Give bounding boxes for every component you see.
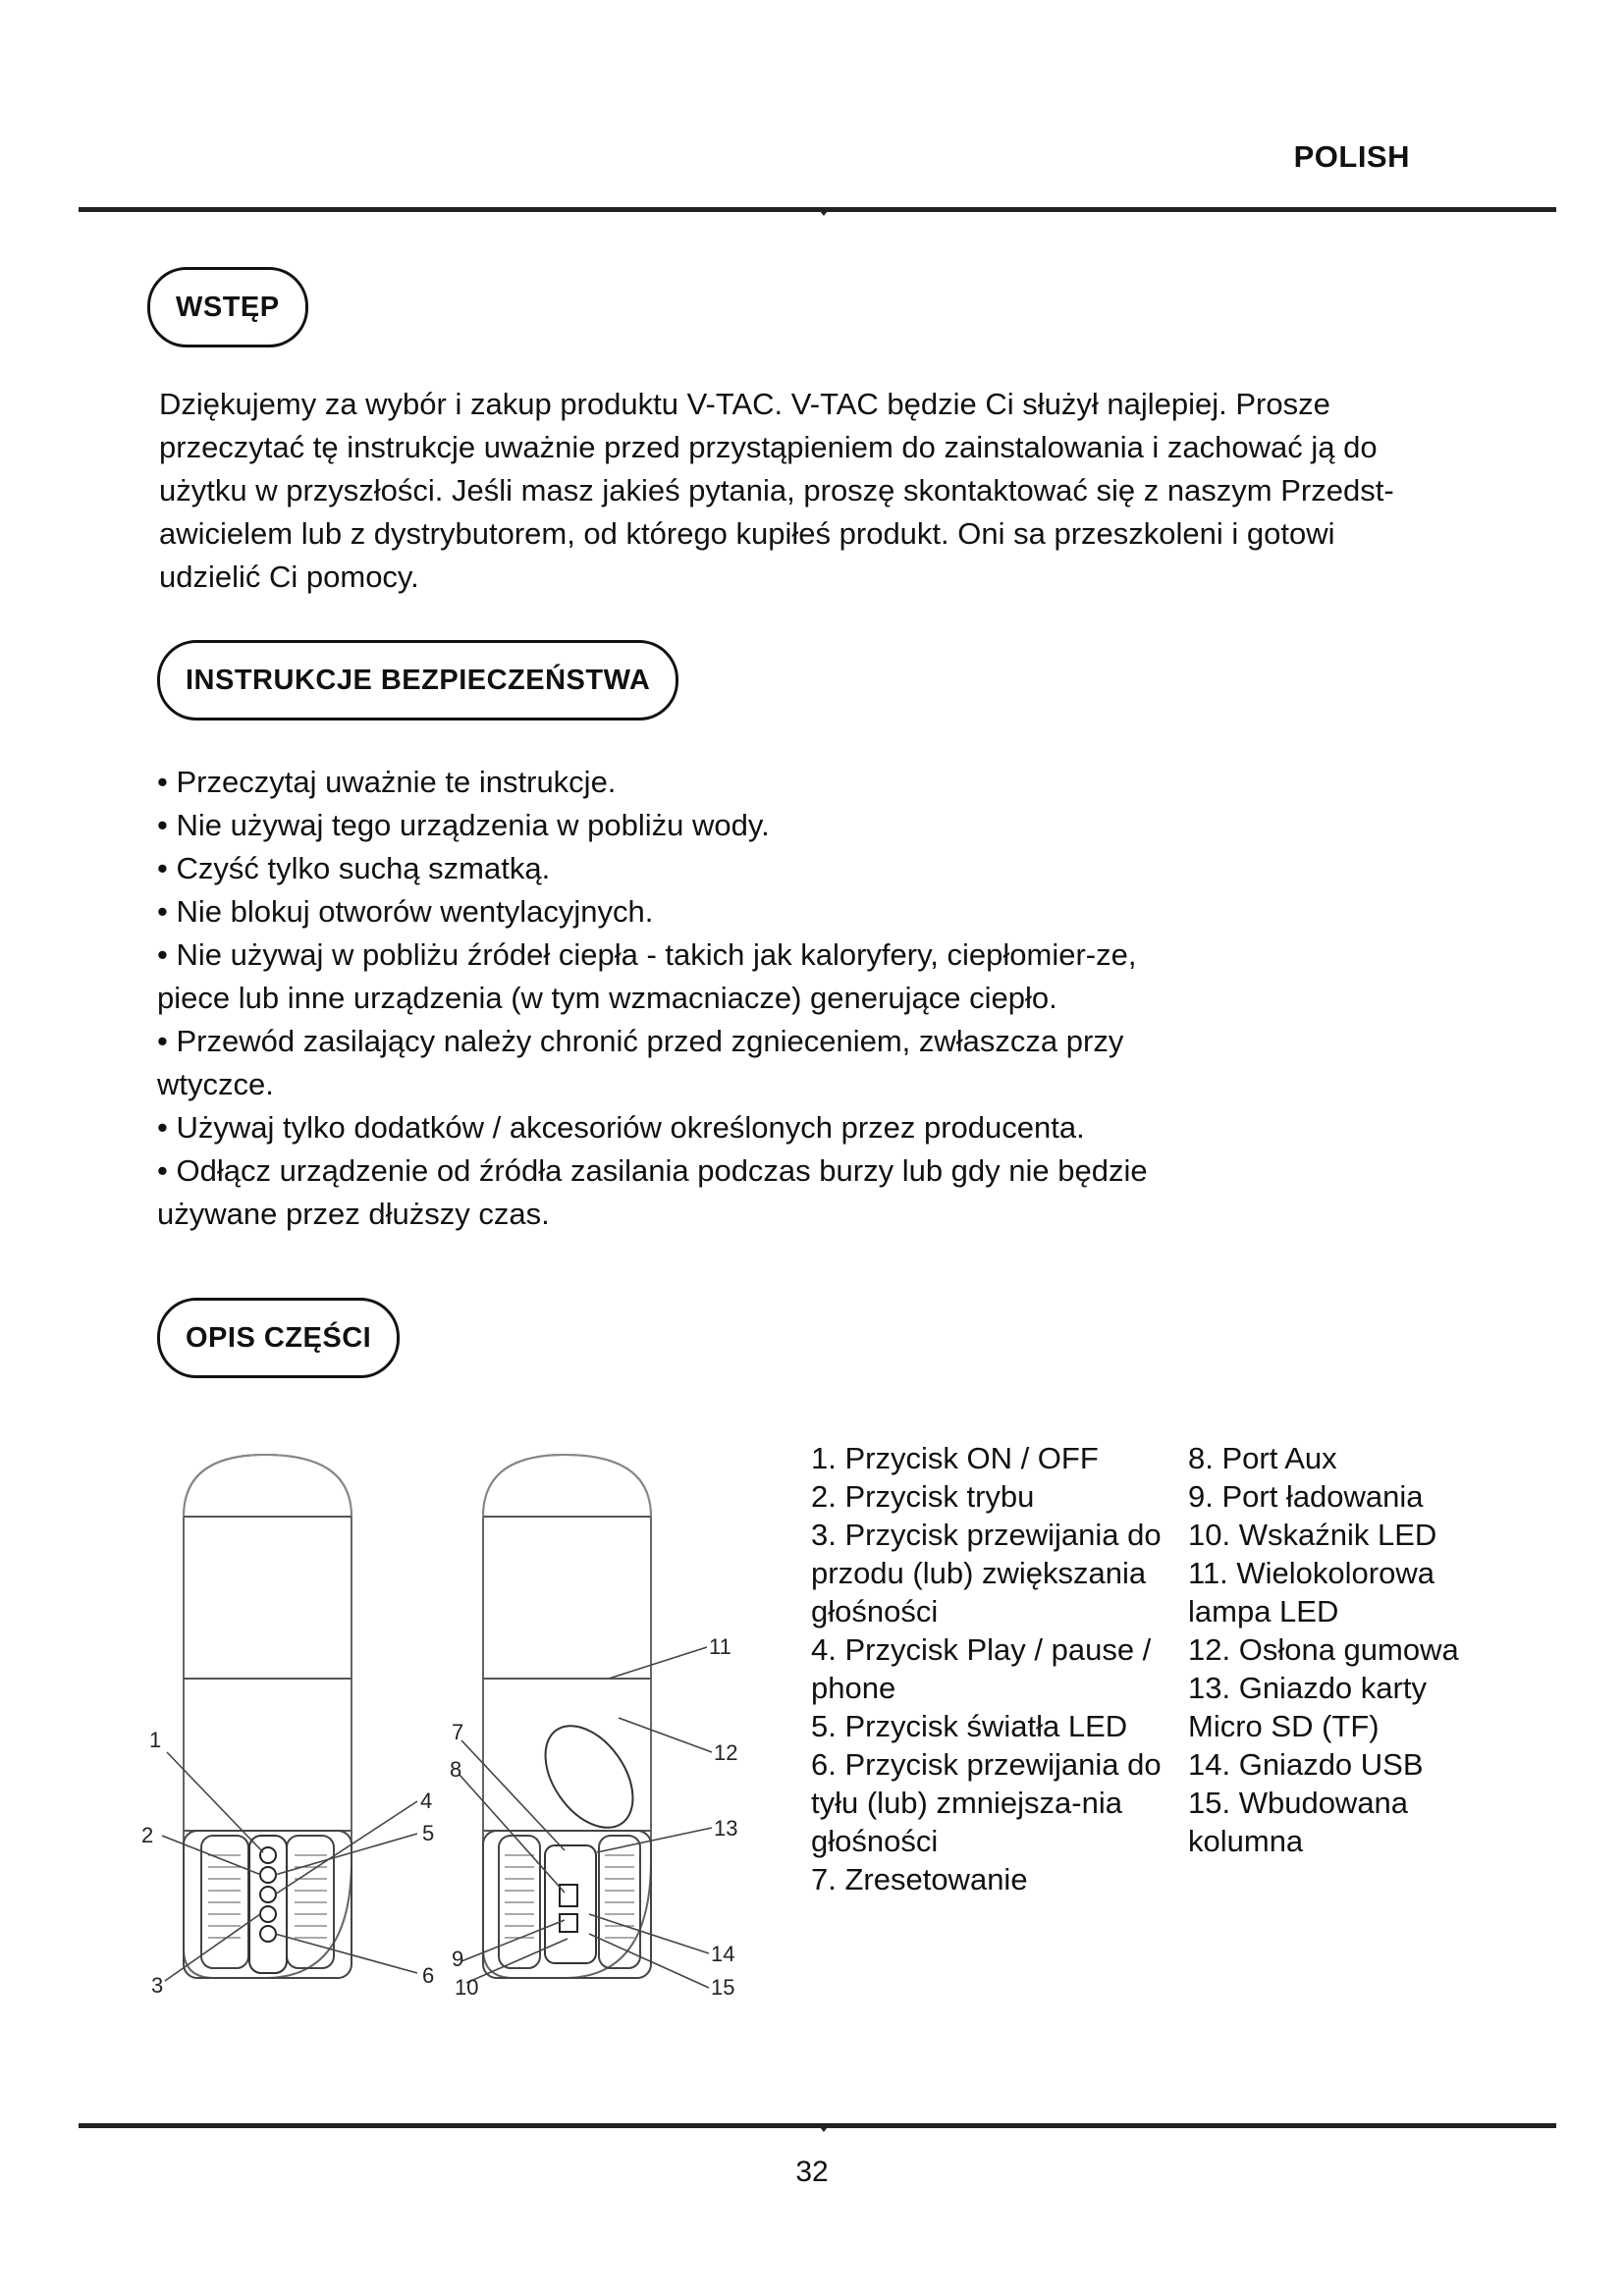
parts-item: 10. Wskaźnik LED [1188,1518,1437,1552]
speaker-back-view [483,1455,651,1978]
intro-line: użytku w przyszłości. Jeśli masz jakieś pytania, proszę skontaktować się z naszym Przedst- [159,473,1394,507]
safety-item: • Odłącz urządzenie od źródła zasilania podczas burzy lub gdy nie będzie używane przez dłuższy czas. [157,1149,1198,1236]
parts-item: 5. Przycisk światła LED [811,1709,1128,1743]
parts-item: 14. Gniazdo USB [1188,1747,1424,1782]
callout-10: 10 [455,1975,479,2000]
callout-1: 1 [149,1728,162,1752]
parts-item: 2. Przycisk trybu [811,1479,1035,1514]
parts-list-right [1188,1439,1502,1860]
safety-item: • Przewód zasilający należy chronić przed zgnieceniem, zwłaszcza przy wtyczce. [157,1020,1198,1106]
intro-line: udzielić Ci pomocy. [159,560,419,594]
intro-line: Dziękujemy za wybór i zakup produktu V-TAC. V-TAC będzie Ci służył najlepiej. Prosze [159,387,1330,421]
callout-6: 6 [422,1963,435,1988]
page-number: 32 [795,2156,829,2188]
section-safety-title: INSTRUKCJE BEZPIECZEŃSTWA [157,640,678,721]
safety-item: • Czyść tylko suchą szmatką. [157,847,1198,890]
parts-item: 15. Wbudowana kolumna [1188,1786,1409,1858]
callout-13: 13 [714,1816,738,1841]
intro-line: przeczytać tę instrukcje uważnie przed przystąpieniem do zainstalowania i zachować ją do [159,430,1378,464]
safety-item: • Przeczytaj uważnie te instrukcje. [157,761,1198,804]
language-label: POLISH [1293,139,1410,174]
callout-15: 15 [711,1975,735,2000]
callout-14: 14 [711,1942,735,1966]
safety-item: • Używaj tylko dodatków / akcesoriów określonych przez producenta. [157,1106,1198,1149]
callout-2: 2 [141,1823,154,1847]
parts-item: 12. Osłona gumowa [1188,1632,1459,1667]
section-intro-title: WSTĘP [147,267,308,347]
parts-item: 9. Port ładowania [1188,1479,1424,1514]
parts-item: 7. Zresetowanie [811,1862,1028,1896]
parts-item: 3. Przycisk przewijania do przodu (lub) zwiększania głośności [811,1518,1162,1629]
safety-item: • Nie używaj tego urządzenia w pobliżu wody. [157,804,1198,847]
section-parts-title: OPIS CZĘŚCI [157,1298,400,1378]
speaker-front-view [184,1455,352,1978]
callout-3: 3 [151,1973,164,1998]
parts-item: 6. Przycisk przewijania do tyłu (lub) zmniejsza-nia głośności [811,1747,1162,1858]
parts-item: 8. Port Aux [1188,1441,1337,1475]
callout-9: 9 [452,1947,464,1971]
callout-7: 7 [452,1720,464,1744]
parts-item: 11. Wielokolorowa lampa LED [1188,1556,1435,1629]
callout-12: 12 [714,1740,738,1765]
safety-list [157,761,1198,1236]
parts-list-left [811,1439,1164,1898]
callout-8: 8 [450,1757,462,1782]
callout-4: 4 [420,1789,433,1813]
parts-item: 1. Przycisk ON / OFF [811,1441,1099,1475]
safety-item: • Nie blokuj otworów wentylacyjnych. [157,890,1198,934]
callout-5: 5 [422,1821,435,1845]
intro-paragraph [159,383,1455,599]
parts-item: 4. Przycisk Play / pause / phone [811,1632,1152,1705]
top-divider [79,202,1556,218]
bottom-divider [79,2118,1556,2134]
speaker-diagram [128,1423,766,2012]
callout-11: 11 [709,1634,731,1659]
intro-line: awicielem lub z dystrybutorem, od którego kupiłeś produkt. Oni sa przeszkoleni i gotowi [159,516,1335,551]
parts-item: 13. Gniazdo karty Micro SD (TF) [1188,1671,1427,1743]
safety-item: • Nie używaj w pobliżu źródeł ciepła - takich jak kaloryfery, ciepłomier-ze, piece lub inne urządzenia (w tym wzmacniacze) generujące ciepło. [157,934,1198,1020]
